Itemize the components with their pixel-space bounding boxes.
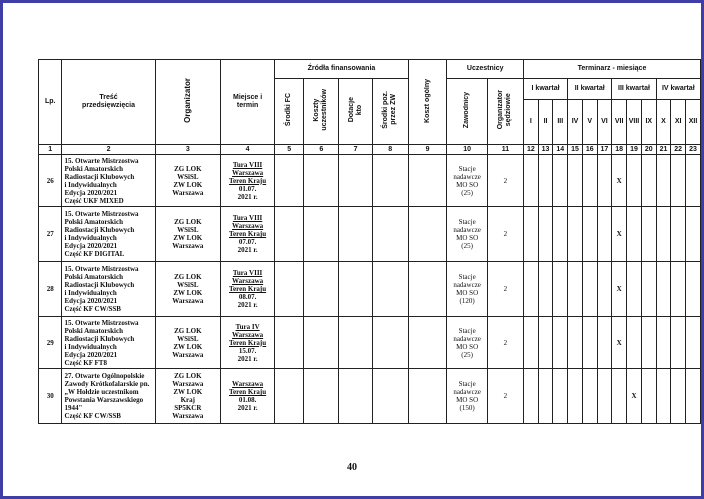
place-line: Warszawa [232, 330, 264, 339]
row-koszty-uczestnikow [304, 207, 339, 262]
row-dotacje [339, 207, 372, 262]
row-month-iv [568, 155, 583, 207]
header-month-i: I [523, 100, 538, 145]
row-month-iii [553, 262, 568, 317]
row-month-xii [686, 317, 701, 369]
row-srodki-fc [275, 262, 304, 317]
row-description: 15. Otwarte Mistrzostwa Polski Amatorskich Radiostacji Klubowych i Indywidualnych Edycja 2020/2021 Część KF FT8 [62, 317, 155, 369]
row-place-date [221, 262, 275, 317]
row-month-v [582, 317, 597, 369]
row-dotacje [339, 155, 372, 207]
row-description: 15. Otwarte Mistrzostwa Polski Amatorskich Radiostacji Klubowych i Indywidualnych Edycja 2020/2021 Część UKF MIXED [62, 155, 155, 207]
row-participants: Stacje nadawcze MO SO (25) [447, 155, 487, 207]
column-number: 22 [671, 145, 686, 155]
row-koszty-uczestnikow [304, 369, 339, 424]
row-month-i [523, 369, 538, 424]
place-date: 01.08. 2021 r. [237, 396, 258, 412]
row-month-ii [538, 207, 553, 262]
row-month-ix [641, 262, 656, 317]
row-month-x [656, 155, 671, 207]
row-month-vii: X [612, 317, 627, 369]
place-title: Tura VIII [232, 214, 263, 222]
header-month-xii: XII [686, 100, 701, 145]
row-month-vii: X [612, 155, 627, 207]
row-judges: 2 [487, 207, 523, 262]
row-month-v [582, 369, 597, 424]
column-number: 7 [339, 145, 372, 155]
row-judges: 2 [487, 317, 523, 369]
header-organizator: Organizator [155, 60, 220, 145]
row-srodki-zw [372, 155, 408, 207]
row-month-ii [538, 369, 553, 424]
row-month-i [523, 207, 538, 262]
row-month-ii [538, 155, 553, 207]
row-month-ii [538, 317, 553, 369]
header-month-vi: VI [597, 100, 612, 145]
column-number: 6 [304, 145, 339, 155]
header-month-x: X [656, 100, 671, 145]
table-row [39, 317, 701, 369]
row-srodki-fc [275, 207, 304, 262]
row-participants: Stacje nadawcze MO SO (120) [447, 262, 487, 317]
place-date: 15.07. 2021 r. [237, 346, 258, 363]
row-month-i [523, 155, 538, 207]
header-zawodnicy: Zawodnicy [447, 79, 487, 145]
place-line: Teren Kraju [229, 338, 267, 347]
header-tresc: Treść przedsięwzięcia [62, 60, 155, 145]
row-month-x [656, 317, 671, 369]
row-description: 27. Otwarte Ogólnopolskie Zawody Krótkofalarskie pn. „W Hołdzie uczestnikom Powstania Warszawskiego 1944" Część KF CW/SSB [62, 369, 155, 424]
header-uczestnicy: Uczestnicy [447, 60, 524, 79]
header-month-vii: VII [612, 100, 627, 145]
header-kwartal-1: I kwartał [523, 79, 567, 100]
row-organizer: ZG LOK WSiSL ZW LOK Warszawa [155, 155, 220, 207]
row-month-vii [612, 369, 627, 424]
column-number: 10 [447, 145, 487, 155]
row-koszty-uczestnikow [304, 262, 339, 317]
header-month-xi: XI [671, 100, 686, 145]
row-month-viii [627, 155, 642, 207]
column-number: 9 [408, 145, 447, 155]
place-title: Tura VIII [232, 160, 263, 169]
header-month-v: V [582, 100, 597, 145]
header-lp: Lp. [39, 60, 62, 145]
row-place-date [221, 317, 275, 369]
header-koszty-uczestnikow: Koszty uczestników [304, 79, 339, 145]
row-month-iii [553, 155, 568, 207]
row-participants: Stacje nadawcze MO SO (25) [447, 207, 487, 262]
header-koszt-ogolny: Koszt ogólny [408, 60, 447, 145]
header-srodki-fc: Środki FC [275, 79, 304, 145]
row-month-xi [671, 155, 686, 207]
row-month-xii [686, 207, 701, 262]
row-month-iv [568, 369, 583, 424]
row-koszty-uczestnikow [304, 317, 339, 369]
column-number: 23 [686, 145, 701, 155]
row-month-vi [597, 317, 612, 369]
row-month-iii [553, 207, 568, 262]
column-number: 12 [523, 145, 538, 155]
place-line: Teren Kraju [229, 176, 267, 185]
row-month-v [582, 155, 597, 207]
row-month-xii [686, 155, 701, 207]
row-month-viii [627, 317, 642, 369]
row-month-xi [671, 262, 686, 317]
row-srodki-fc [275, 155, 304, 207]
row-month-v [582, 262, 597, 317]
row-month-ix [641, 369, 656, 424]
row-number: 30 [39, 369, 62, 424]
place-title: Tura VIII [232, 269, 263, 277]
row-month-vi [597, 207, 612, 262]
row-participants: Stacje nadawcze MO SO (150) [447, 369, 487, 424]
header-month-ii: II [538, 100, 553, 145]
place-line: Teren Kraju [229, 388, 267, 396]
row-dotacje [339, 369, 372, 424]
row-koszt-ogolny [408, 262, 447, 317]
row-srodki-zw [372, 369, 408, 424]
row-judges: 2 [487, 369, 523, 424]
header-kwartal-3: III kwartał [612, 79, 656, 100]
column-number: 8 [372, 145, 408, 155]
row-srodki-zw [372, 207, 408, 262]
place-line: Warszawa [232, 277, 264, 285]
row-dotacje [339, 317, 372, 369]
place-line: Teren Kraju [229, 230, 267, 238]
row-place-date [221, 369, 275, 424]
row-number: 29 [39, 317, 62, 369]
row-description: 15. Otwarte Mistrzostwa Polski Amatorskich Radiostacji Klubowych i Indywidualnych Edycja 2020/2021 Część KF DIGITAL [62, 207, 155, 262]
document-page [3, 3, 701, 496]
place-date: 07.07. 2021 r. [237, 238, 258, 254]
header-terminarz: Terminarz - miesiące [523, 60, 700, 79]
row-month-v [582, 207, 597, 262]
row-month-iv [568, 317, 583, 369]
column-number: 5 [275, 145, 304, 155]
row-month-iii [553, 369, 568, 424]
row-month-xii [686, 369, 701, 424]
row-koszt-ogolny [408, 369, 447, 424]
column-number: 21 [656, 145, 671, 155]
row-srodki-fc [275, 317, 304, 369]
row-organizer: ZG LOK WSiSL ZW LOK Warszawa [155, 262, 220, 317]
row-month-viii: X [627, 369, 642, 424]
row-month-x [656, 262, 671, 317]
column-number: 15 [568, 145, 583, 155]
table-row [39, 207, 701, 262]
row-month-iv [568, 262, 583, 317]
header-month-viii: VIII [627, 100, 642, 145]
column-number: 1 [39, 145, 62, 155]
row-srodki-zw [372, 317, 408, 369]
column-number: 19 [627, 145, 642, 155]
column-number: 18 [612, 145, 627, 155]
row-month-xi [671, 207, 686, 262]
row-month-vii: X [612, 207, 627, 262]
place-line: Warszawa [232, 380, 264, 388]
page-number: 40 [347, 462, 357, 473]
row-dotacje [339, 262, 372, 317]
column-number: 2 [62, 145, 155, 155]
column-number: 20 [641, 145, 656, 155]
row-number: 28 [39, 262, 62, 317]
row-koszt-ogolny [408, 155, 447, 207]
header-month-iii: III [553, 100, 568, 145]
row-srodki-fc [275, 369, 304, 424]
place-line: Teren Kraju [229, 285, 267, 293]
row-month-x [656, 369, 671, 424]
row-month-ix [641, 155, 656, 207]
place-date: 01.07. 2021 r. [237, 184, 258, 201]
row-koszty-uczestnikow [304, 155, 339, 207]
column-number: 3 [155, 145, 220, 155]
column-number: 14 [553, 145, 568, 155]
row-month-vii: X [612, 262, 627, 317]
header-month-iv: IV [568, 100, 583, 145]
header-kwartal-4: IV kwartał [656, 79, 700, 100]
row-month-xi [671, 369, 686, 424]
row-participants: Stacje nadawcze MO SO (25) [447, 317, 487, 369]
column-number: 11 [487, 145, 523, 155]
row-month-ii [538, 262, 553, 317]
row-month-xii [686, 262, 701, 317]
place-date: 08.07. 2021 r. [237, 293, 258, 309]
place-line: Warszawa [232, 222, 264, 230]
row-number: 26 [39, 155, 62, 207]
row-month-ix [641, 317, 656, 369]
row-month-x [656, 207, 671, 262]
table-row [39, 369, 701, 424]
row-koszt-ogolny [408, 207, 447, 262]
row-organizer: ZG LOK WSiSL ZW LOK Warszawa [155, 317, 220, 369]
row-organizer: ZG LOK Warszawa ZW LOK Kraj SP5KCR Warszawa [155, 369, 220, 424]
column-number: 17 [597, 145, 612, 155]
row-place-date [221, 207, 275, 262]
row-month-viii [627, 262, 642, 317]
schedule-table [38, 59, 701, 424]
row-organizer: ZG LOK WSiSL ZW LOK Warszawa [155, 207, 220, 262]
header-dotacje: Dotacje kto [339, 79, 372, 145]
header-kwartal-2: II kwartał [568, 79, 612, 100]
header-month-ix: IX [641, 100, 656, 145]
row-month-viii [627, 207, 642, 262]
row-place-date [221, 155, 275, 207]
header-srodki-zw: Środki poz. przez ZW [372, 79, 408, 145]
column-number: 13 [538, 145, 553, 155]
table-row [39, 262, 701, 317]
row-month-vi [597, 262, 612, 317]
column-number: 4 [221, 145, 275, 155]
place-title: Tura IV [235, 322, 260, 331]
place-line: Warszawa [232, 168, 264, 177]
row-month-iv [568, 207, 583, 262]
row-month-i [523, 317, 538, 369]
row-month-xi [671, 317, 686, 369]
row-month-ix [641, 207, 656, 262]
row-month-i [523, 262, 538, 317]
header-organizator-sedziowie: Organizator sędziowie [487, 79, 523, 145]
header-miejsce: Miejsce i termin [221, 60, 275, 145]
row-judges: 2 [487, 262, 523, 317]
table-row [39, 155, 701, 207]
row-description: 15. Otwarte Mistrzostwa Polski Amatorskich Radiostacji Klubowych i Indywidualnych Edycja 2020/2021 Część KF CW/SSB [62, 262, 155, 317]
row-koszt-ogolny [408, 317, 447, 369]
column-number: 16 [582, 145, 597, 155]
header-zrodla: Źródła finansowania [275, 60, 409, 79]
row-number: 27 [39, 207, 62, 262]
row-srodki-zw [372, 262, 408, 317]
row-month-vi [597, 369, 612, 424]
row-month-vi [597, 155, 612, 207]
row-month-iii [553, 317, 568, 369]
row-judges: 2 [487, 155, 523, 207]
